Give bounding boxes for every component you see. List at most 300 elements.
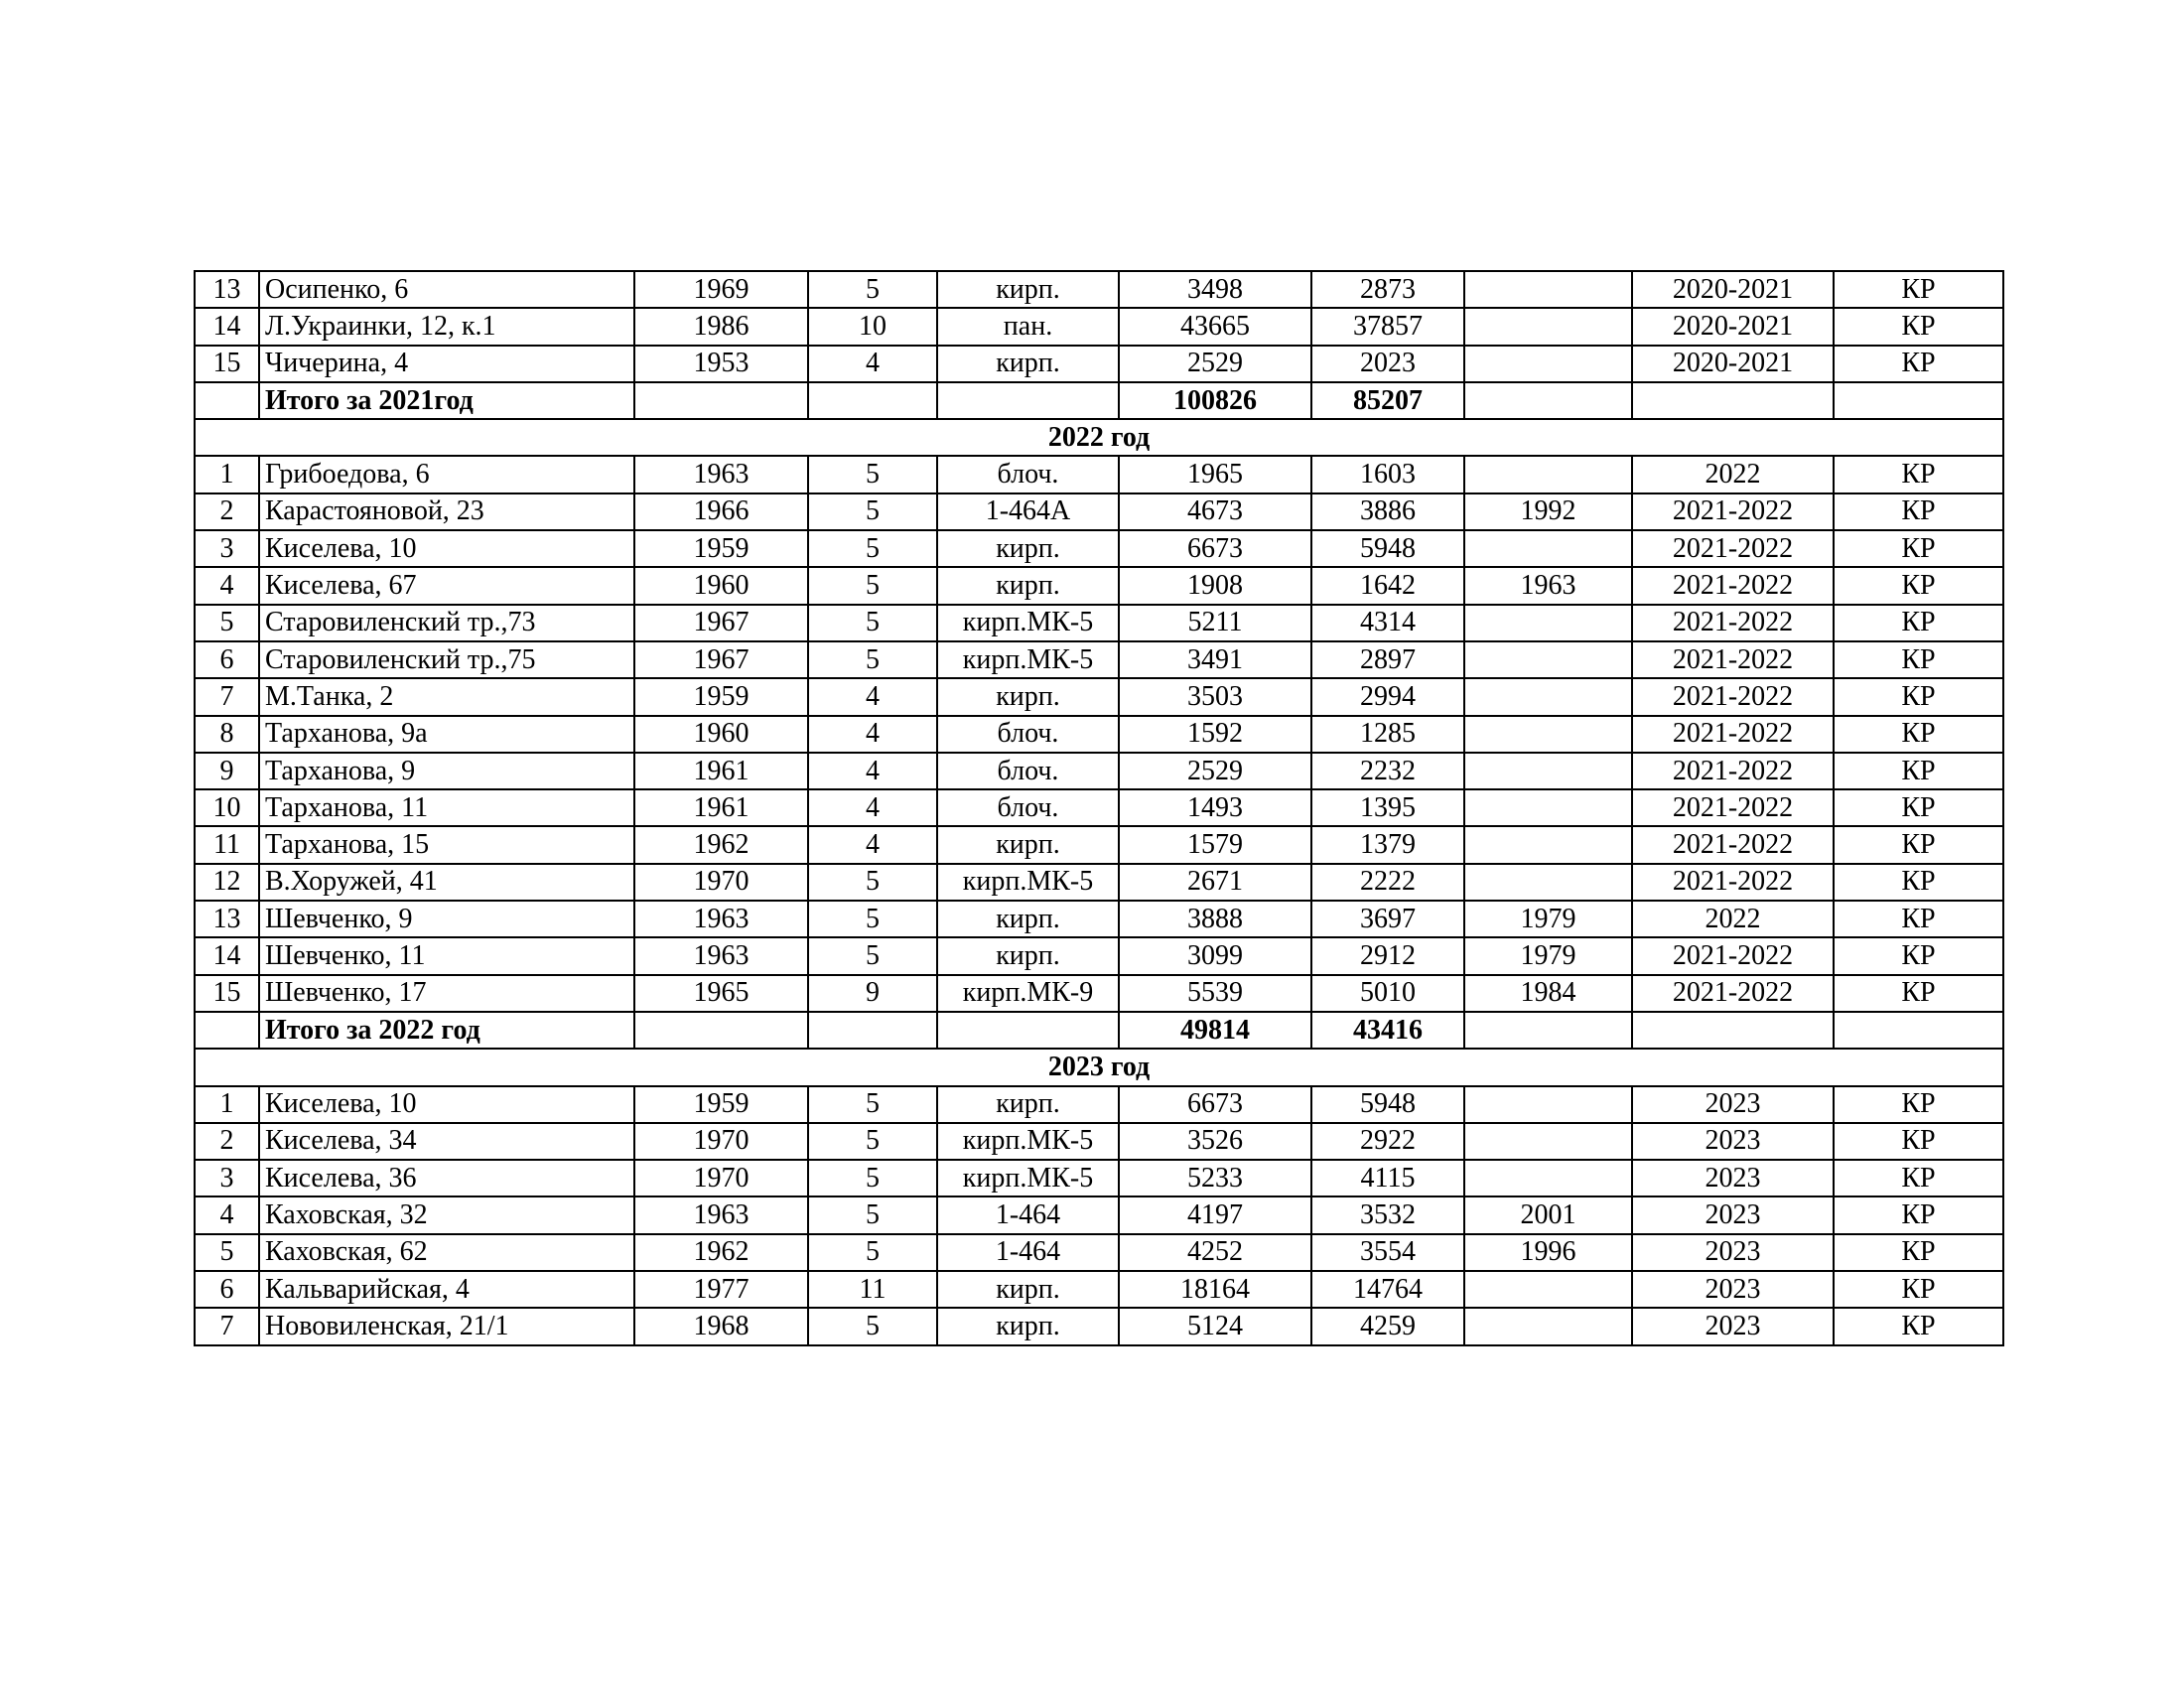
wall-material-cell: кирп.МК-5 [937,641,1119,678]
floors-cell: 5 [808,1123,937,1160]
floors-cell: 5 [808,271,937,308]
repair-type-cell: КР [1834,789,2003,826]
repair-type-cell: КР [1834,716,2003,753]
repair-type-cell: КР [1834,1196,2003,1233]
floors-cell: 5 [808,901,937,937]
repair-type-cell: КР [1834,975,2003,1012]
build-year-cell: 1959 [634,1086,808,1123]
table-row [195,901,2003,937]
floors-cell: 5 [808,937,937,974]
total-area-cell: 1493 [1119,789,1311,826]
build-year-cell: 1959 [634,678,808,715]
address-cell: Шевченко, 11 [259,937,634,974]
wall-material-cell: кирп.МК-5 [937,605,1119,641]
wall-material-cell: кирп. [937,678,1119,715]
wall-material-cell: 1-464 [937,1196,1119,1233]
build-year-cell [634,1012,808,1049]
prior-repair-year-cell [1464,716,1632,753]
address-cell: Тарханова, 15 [259,826,634,863]
living-area-cell: 3554 [1311,1234,1464,1271]
living-area-cell: 4115 [1311,1160,1464,1196]
repair-period-cell: 2021-2022 [1632,567,1834,604]
total-row [195,382,2003,419]
living-area-cell: 4259 [1311,1308,1464,1344]
prior-repair-year-cell [1464,1271,1632,1308]
table-row [195,1308,2003,1344]
wall-material-cell: блоч. [937,753,1119,789]
address-cell: Киселева, 10 [259,530,634,567]
floors-cell: 4 [808,826,937,863]
living-area-cell: 1395 [1311,789,1464,826]
total-area-cell: 1965 [1119,456,1311,492]
living-area-cell: 2897 [1311,641,1464,678]
repair-period-cell: 2021-2022 [1632,864,1834,901]
floors-cell: 9 [808,975,937,1012]
total-area-cell: 3498 [1119,271,1311,308]
table-row [195,678,2003,715]
living-area-cell: 2873 [1311,271,1464,308]
repair-type-cell: КР [1834,605,2003,641]
repair-type-cell: КР [1834,1086,2003,1123]
build-year-cell: 1965 [634,975,808,1012]
address-cell: Старовиленский тр.,73 [259,605,634,641]
wall-material-cell: блоч. [937,716,1119,753]
table-row [195,1271,2003,1308]
floors-cell: 5 [808,605,937,641]
prior-repair-year-cell: 1992 [1464,493,1632,530]
address-cell: Тарханова, 9 [259,753,634,789]
living-area-cell: 3532 [1311,1196,1464,1233]
wall-material-cell: кирп. [937,826,1119,863]
row-number-cell: 11 [195,826,259,863]
build-year-cell: 1970 [634,1160,808,1196]
wall-material-cell: кирп.МК-9 [937,975,1119,1012]
floors-cell: 5 [808,641,937,678]
row-number-cell: 4 [195,1196,259,1233]
address-cell: Каховская, 62 [259,1234,634,1271]
prior-repair-year-cell [1464,864,1632,901]
row-number-cell: 4 [195,567,259,604]
repair-type-cell: КР [1834,567,2003,604]
total-area-cell: 5539 [1119,975,1311,1012]
repair-period-cell: 2021-2022 [1632,937,1834,974]
build-year-cell: 1967 [634,641,808,678]
total-area-cell: 3526 [1119,1123,1311,1160]
repair-period-cell: 2021-2022 [1632,753,1834,789]
total-area-cell: 43665 [1119,308,1311,345]
row-number-cell [195,382,259,419]
total-area-cell: 100826 [1119,382,1311,419]
living-area-cell: 5010 [1311,975,1464,1012]
prior-repair-year-cell [1464,456,1632,492]
floors-cell: 11 [808,1271,937,1308]
prior-repair-year-cell: 1979 [1464,937,1632,974]
build-year-cell: 1960 [634,716,808,753]
total-area-cell: 6673 [1119,1086,1311,1123]
wall-material-cell [937,382,1119,419]
table-row [195,1086,2003,1123]
address-cell: Нововиленская, 21/1 [259,1308,634,1344]
build-year-cell: 1963 [634,901,808,937]
total-area-cell: 18164 [1119,1271,1311,1308]
repair-period-cell: 2021-2022 [1632,716,1834,753]
row-number-cell: 1 [195,1086,259,1123]
build-year-cell [634,382,808,419]
table-body [195,271,2003,1345]
row-number-cell: 6 [195,1271,259,1308]
build-year-cell: 1963 [634,456,808,492]
address-cell: Тарханова, 11 [259,789,634,826]
prior-repair-year-cell [1464,530,1632,567]
total-area-cell: 2671 [1119,864,1311,901]
table-row [195,1160,2003,1196]
address-cell: Киселева, 67 [259,567,634,604]
repair-period-cell: 2023 [1632,1196,1834,1233]
living-area-cell: 1642 [1311,567,1464,604]
floors-cell: 4 [808,753,937,789]
wall-material-cell: кирп. [937,530,1119,567]
repair-period-cell: 2021-2022 [1632,530,1834,567]
total-area-cell: 5211 [1119,605,1311,641]
row-number-cell: 2 [195,1123,259,1160]
wall-material-cell: кирп. [937,271,1119,308]
repair-period-cell: 2021-2022 [1632,789,1834,826]
wall-material-cell: кирп. [937,1271,1119,1308]
prior-repair-year-cell [1464,1086,1632,1123]
row-number-cell: 13 [195,271,259,308]
table-row [195,789,2003,826]
total-area-cell: 3503 [1119,678,1311,715]
floors-cell: 5 [808,493,937,530]
wall-material-cell: кирп. [937,901,1119,937]
repair-period-cell: 2021-2022 [1632,605,1834,641]
floors-cell [808,1012,937,1049]
row-number-cell: 14 [195,308,259,345]
total-area-cell: 2529 [1119,346,1311,382]
repair-period-cell: 2021-2022 [1632,678,1834,715]
total-area-cell: 3491 [1119,641,1311,678]
floors-cell: 5 [808,1234,937,1271]
total-area-cell: 4197 [1119,1196,1311,1233]
repair-type-cell: КР [1834,678,2003,715]
total-area-cell: 2529 [1119,753,1311,789]
floors-cell: 5 [808,1086,937,1123]
prior-repair-year-cell [1464,1308,1632,1344]
repair-type-cell: КР [1834,1160,2003,1196]
living-area-cell: 1379 [1311,826,1464,863]
build-year-cell: 1968 [634,1308,808,1344]
build-year-cell: 1961 [634,753,808,789]
repair-type-cell [1834,1012,2003,1049]
wall-material-cell: пан. [937,308,1119,345]
build-year-cell: 1961 [634,789,808,826]
repair-period-cell: 2020-2021 [1632,308,1834,345]
floors-cell: 5 [808,1308,937,1344]
total-area-cell: 1579 [1119,826,1311,863]
repair-period-cell [1632,1012,1834,1049]
repair-type-cell: КР [1834,937,2003,974]
repair-type-cell: КР [1834,493,2003,530]
prior-repair-year-cell [1464,1160,1632,1196]
table-row [195,346,2003,382]
build-year-cell: 1962 [634,826,808,863]
row-number-cell: 1 [195,456,259,492]
floors-cell: 5 [808,1160,937,1196]
total-label: Итого за 2022 год [259,1012,634,1049]
row-number-cell: 10 [195,789,259,826]
floors-cell: 4 [808,678,937,715]
table-row [195,826,2003,863]
total-row [195,1012,2003,1049]
row-number-cell: 7 [195,678,259,715]
table-row [195,1234,2003,1271]
wall-material-cell: блоч. [937,789,1119,826]
wall-material-cell: 1-464А [937,493,1119,530]
table-row [195,1123,2003,1160]
prior-repair-year-cell [1464,1012,1632,1049]
row-number-cell: 12 [195,864,259,901]
total-area-cell: 5124 [1119,1308,1311,1344]
repair-type-cell: КР [1834,901,2003,937]
living-area-cell: 3697 [1311,901,1464,937]
row-number-cell: 15 [195,346,259,382]
floors-cell: 10 [808,308,937,345]
repair-type-cell: КР [1834,1271,2003,1308]
repair-type-cell: КР [1834,456,2003,492]
table-row [195,530,2003,567]
prior-repair-year-cell: 2001 [1464,1196,1632,1233]
living-area-cell: 1285 [1311,716,1464,753]
build-year-cell: 1960 [634,567,808,604]
table-row [195,567,2003,604]
table-row [195,937,2003,974]
row-number-cell: 2 [195,493,259,530]
repair-period-cell: 2020-2021 [1632,346,1834,382]
total-area-cell: 3888 [1119,901,1311,937]
repair-type-cell: КР [1834,346,2003,382]
repair-period-cell: 2023 [1632,1160,1834,1196]
total-area-cell: 1592 [1119,716,1311,753]
repair-type-cell: КР [1834,271,2003,308]
prior-repair-year-cell [1464,271,1632,308]
living-area-cell: 43416 [1311,1012,1464,1049]
living-area-cell: 2994 [1311,678,1464,715]
table-row [195,641,2003,678]
living-area-cell: 2912 [1311,937,1464,974]
wall-material-cell: кирп. [937,567,1119,604]
row-number-cell: 13 [195,901,259,937]
prior-repair-year-cell [1464,308,1632,345]
build-year-cell: 1970 [634,864,808,901]
living-area-cell: 2222 [1311,864,1464,901]
floors-cell: 5 [808,1196,937,1233]
repair-period-cell: 2021-2022 [1632,493,1834,530]
prior-repair-year-cell [1464,346,1632,382]
build-year-cell: 1962 [634,1234,808,1271]
repair-period-cell: 2023 [1632,1234,1834,1271]
table-row [195,271,2003,308]
address-cell: Шевченко, 17 [259,975,634,1012]
repair-period-cell: 2021-2022 [1632,975,1834,1012]
prior-repair-year-cell [1464,826,1632,863]
build-year-cell: 1986 [634,308,808,345]
floors-cell: 5 [808,530,937,567]
row-number-cell: 5 [195,605,259,641]
prior-repair-year-cell [1464,1123,1632,1160]
total-area-cell: 49814 [1119,1012,1311,1049]
address-cell: Каховская, 32 [259,1196,634,1233]
repair-period-cell: 2021-2022 [1632,641,1834,678]
living-area-cell: 37857 [1311,308,1464,345]
repair-type-cell: КР [1834,864,2003,901]
row-number-cell: 6 [195,641,259,678]
prior-repair-year-cell [1464,678,1632,715]
repair-type-cell: КР [1834,1234,2003,1271]
year-section-header [195,1049,2003,1085]
floors-cell: 5 [808,864,937,901]
table-row [195,456,2003,492]
repair-type-cell: КР [1834,1123,2003,1160]
row-number-cell: 15 [195,975,259,1012]
address-cell: В.Хоружей, 41 [259,864,634,901]
table-row [195,605,2003,641]
address-cell: Чичерина, 4 [259,346,634,382]
repair-type-cell: КР [1834,753,2003,789]
table-row [195,716,2003,753]
repair-period-cell: 2023 [1632,1271,1834,1308]
prior-repair-year-cell: 1979 [1464,901,1632,937]
build-year-cell: 1967 [634,605,808,641]
repair-period-cell: 2023 [1632,1123,1834,1160]
address-cell: Карастояновой, 23 [259,493,634,530]
row-number-cell: 8 [195,716,259,753]
table-row [195,753,2003,789]
address-cell: Шевченко, 9 [259,901,634,937]
row-number-cell: 14 [195,937,259,974]
floors-cell: 5 [808,567,937,604]
living-area-cell: 2232 [1311,753,1464,789]
repair-type-cell: КР [1834,530,2003,567]
repair-period-cell: 2021-2022 [1632,826,1834,863]
repair-period-cell: 2023 [1632,1308,1834,1344]
section-title: 2023 год [195,1049,2003,1085]
prior-repair-year-cell [1464,605,1632,641]
total-area-cell: 4673 [1119,493,1311,530]
living-area-cell: 5948 [1311,1086,1464,1123]
floors-cell [808,382,937,419]
wall-material-cell: кирп.МК-5 [937,1160,1119,1196]
prior-repair-year-cell: 1996 [1464,1234,1632,1271]
living-area-cell: 5948 [1311,530,1464,567]
build-year-cell: 1963 [634,937,808,974]
address-cell: Старовиленский тр.,75 [259,641,634,678]
total-area-cell: 6673 [1119,530,1311,567]
table-row [195,864,2003,901]
repair-period-cell: 2023 [1632,1086,1834,1123]
table-row [195,975,2003,1012]
repair-period-cell: 2022 [1632,456,1834,492]
prior-repair-year-cell [1464,382,1632,419]
row-number-cell: 7 [195,1308,259,1344]
prior-repair-year-cell [1464,753,1632,789]
wall-material-cell: кирп. [937,346,1119,382]
wall-material-cell: кирп. [937,937,1119,974]
address-cell: Кальварийская, 4 [259,1271,634,1308]
prior-repair-year-cell [1464,641,1632,678]
address-cell: Осипенко, 6 [259,271,634,308]
repair-type-cell: КР [1834,826,2003,863]
repair-type-cell: КР [1834,1308,2003,1344]
build-year-cell: 1966 [634,493,808,530]
build-year-cell: 1959 [634,530,808,567]
address-cell: Л.Украинки, 12, к.1 [259,308,634,345]
housing-repair-table [194,270,2004,1346]
repair-period-cell: 2020-2021 [1632,271,1834,308]
build-year-cell: 1969 [634,271,808,308]
wall-material-cell [937,1012,1119,1049]
address-cell: М.Танка, 2 [259,678,634,715]
build-year-cell: 1977 [634,1271,808,1308]
prior-repair-year-cell: 1984 [1464,975,1632,1012]
living-area-cell: 2023 [1311,346,1464,382]
wall-material-cell: блоч. [937,456,1119,492]
repair-type-cell: КР [1834,308,2003,345]
address-cell: Киселева, 36 [259,1160,634,1196]
repair-period-cell [1632,382,1834,419]
build-year-cell: 1970 [634,1123,808,1160]
living-area-cell: 2922 [1311,1123,1464,1160]
prior-repair-year-cell [1464,789,1632,826]
repair-period-cell: 2022 [1632,901,1834,937]
floors-cell: 4 [808,346,937,382]
address-cell: Грибоедова, 6 [259,456,634,492]
table-row [195,308,2003,345]
address-cell: Тарханова, 9а [259,716,634,753]
repair-type-cell: КР [1834,641,2003,678]
table-row [195,1196,2003,1233]
living-area-cell: 14764 [1311,1271,1464,1308]
year-section-header [195,419,2003,456]
wall-material-cell: кирп.МК-5 [937,864,1119,901]
wall-material-cell: кирп. [937,1308,1119,1344]
build-year-cell: 1953 [634,346,808,382]
row-number-cell: 9 [195,753,259,789]
table-row [195,493,2003,530]
row-number-cell: 5 [195,1234,259,1271]
total-label: Итого за 2021год [259,382,634,419]
prior-repair-year-cell: 1963 [1464,567,1632,604]
wall-material-cell: кирп. [937,1086,1119,1123]
living-area-cell: 3886 [1311,493,1464,530]
living-area-cell: 1603 [1311,456,1464,492]
section-title: 2022 год [195,419,2003,456]
address-cell: Киселева, 34 [259,1123,634,1160]
row-number-cell: 3 [195,530,259,567]
floors-cell: 5 [808,456,937,492]
floors-cell: 4 [808,716,937,753]
wall-material-cell: кирп.МК-5 [937,1123,1119,1160]
build-year-cell: 1963 [634,1196,808,1233]
total-area-cell: 1908 [1119,567,1311,604]
row-number-cell: 3 [195,1160,259,1196]
total-area-cell: 5233 [1119,1160,1311,1196]
address-cell: Киселева, 10 [259,1086,634,1123]
living-area-cell: 4314 [1311,605,1464,641]
total-area-cell: 4252 [1119,1234,1311,1271]
repair-type-cell [1834,382,2003,419]
living-area-cell: 85207 [1311,382,1464,419]
row-number-cell [195,1012,259,1049]
